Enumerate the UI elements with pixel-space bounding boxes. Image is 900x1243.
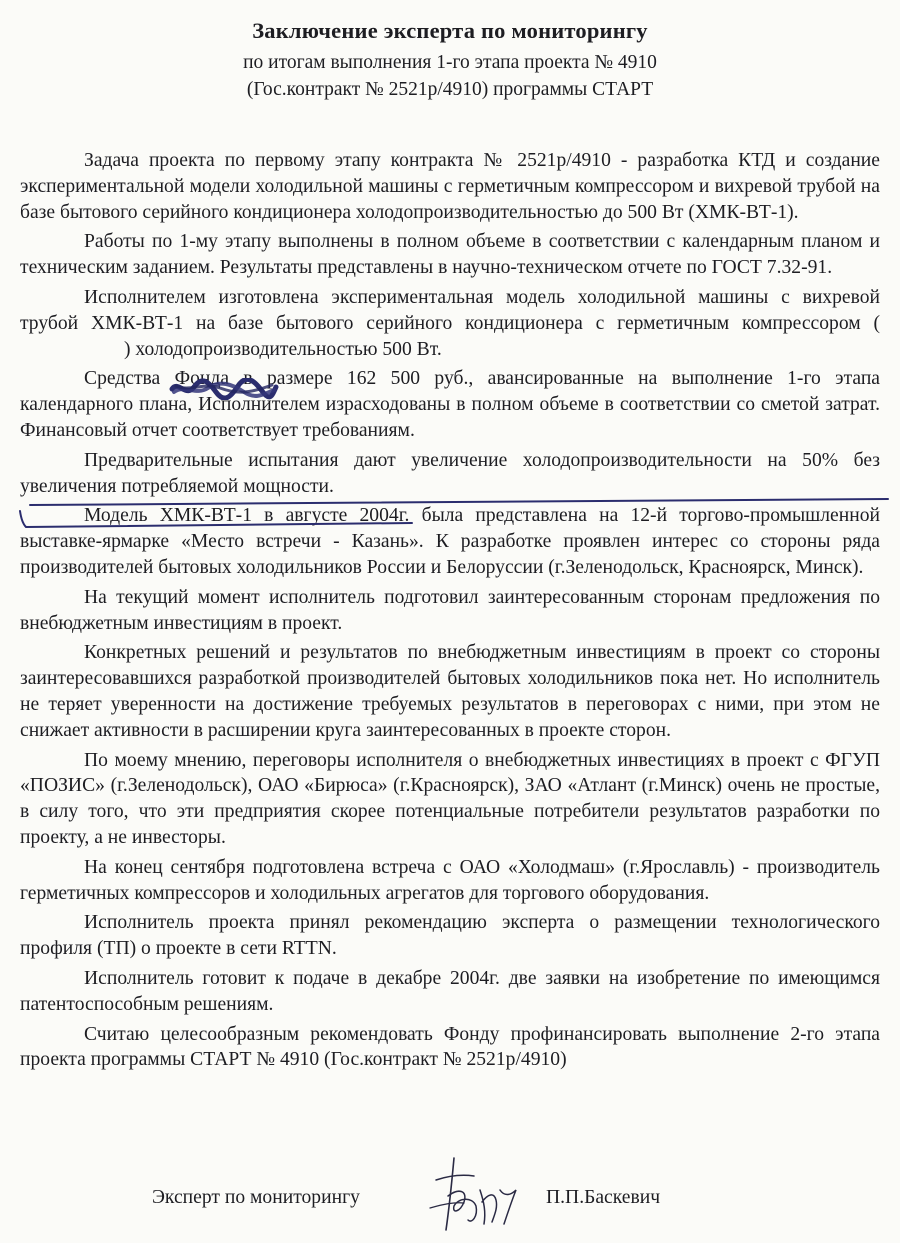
paragraph-executor-after: ) холодопроизводительностью 500 Вт. [124,338,442,360]
footer-expert-name: П.П.Баскевич [546,1187,661,1208]
paragraph-recommendation: Считаю целесообразным рекомендовать Фонду профинансировать выполнение 2-го этапа проекта программы СТАРТ № 4910 (Гос.контракт № 2521р/4910) [20,1023,880,1071]
paragraph-patents: Исполнитель готовит к подаче в декабре 2004г. две заявки на изобретение по имеющимся патентоспособным решениям. [20,967,880,1015]
paragraph-stage-work: Работы по 1-му этапу выполнены в полном объеме в соответствии с календарным планом и техническим заданием. Результаты представлены в научно-техническом отчете по ГОСТ 7.32-91. [20,231,880,279]
paragraph-executor-model [20,285,880,362]
paragraph-task: Задача проекта по первому этапу контракта № 2521р/4910 - разработка КТД и создание экспериментальной модели холодильной машины с герметичным компрессором и вихревой трубой на базе бытового серийного кондиционера холодопроизводительностью до 500 Вт (ХМК-ВТ-1). [20,150,880,223]
document-body [20,148,880,1077]
signature [424,1150,534,1235]
paragraph-profile: Исполнитель проекта принял рекомендацию эксперта о размещении технологического профиля (ТП) о проекте в сети RTTN. [20,912,880,960]
paragraph-tests-highlight: Предварительные испытания дают увеличение холодопроизводительности на 50% без увеличения потребляемой мощности. [20,449,880,497]
document-subtitle-stage: по итогам выполнения 1-го этапа проекта № 4910 [243,52,657,73]
paragraph-executor-before: Исполнителем изготовлена экспериментальная модель холодильной машины с вихревой трубой ХМК-ВТ-1 на базе бытового серийного кондиционера с герметичным компрессором ( [20,286,880,334]
paragraph-opinion: По моему мнению, переговоры исполнителя о внебюджетных инвестициях в проект с ФГУП «ПОЗИС» (г.Зеленодольск), ОАО «Бирюса» (г.Красноярск), ЗАО «Атлант (г.Минск) очень не простые, в силу того, что эти предприятия скорее потенциальные потребители результатов разработки по проекту, а не инвесторы. [20,749,880,848]
paragraph-proposals: На текущий момент исполнитель подготовил заинтересованным сторонам предложения по внебюджетным инвестициям в проект. [20,586,880,634]
footer-expert-role: Эксперт по мониторингу [152,1187,360,1208]
redaction-scribble [168,378,280,400]
paragraph-meeting: На конец сентября подготовлена встреча с ОАО «Холодмаш» (г.Ярославль) - производитель герметичных компрессоров и холодильных агрегатов для торгового оборудования. [20,856,880,904]
paragraph-decisions: Конкретных решений и результатов по внебюджетным инвестициям в проект со стороны заинтересовавшихся разработкой производителей бытовых холодильников пока нет. Но исполнитель не теряет уверенности на достижение требуемых результатов в переговорах с ними, при этом не снижает активности в расширении круга заинтересованных в проекте сторон. [20,642,880,741]
document-subtitle-contract: (Гос.контракт № 2521р/4910) программы СТАРТ [246,79,654,100]
paragraph-exhibition: Модель ХМК-ВТ-1 в августе 2004г. была представлена на 12-й торгово-промышленной выставке-ярмарке «Место встречи - Казань». К разработке проявлен интерес со стороны ряда производителей бытовых холодильников России и Белоруссии (г.Зеленодольск, Красноярск, Минск). [20,505,880,578]
document-title: Заключение эксперта по мониторингу [252,18,648,43]
paragraph-funds: Средства Фонда в размере 162 500 руб., авансированные на выполнение 1-го этапа календарного плана, Исполнителем израсходованы в полном объеме в соответствии со сметой затрат. Финансовый отчет соответствует требованиям. [20,368,880,441]
